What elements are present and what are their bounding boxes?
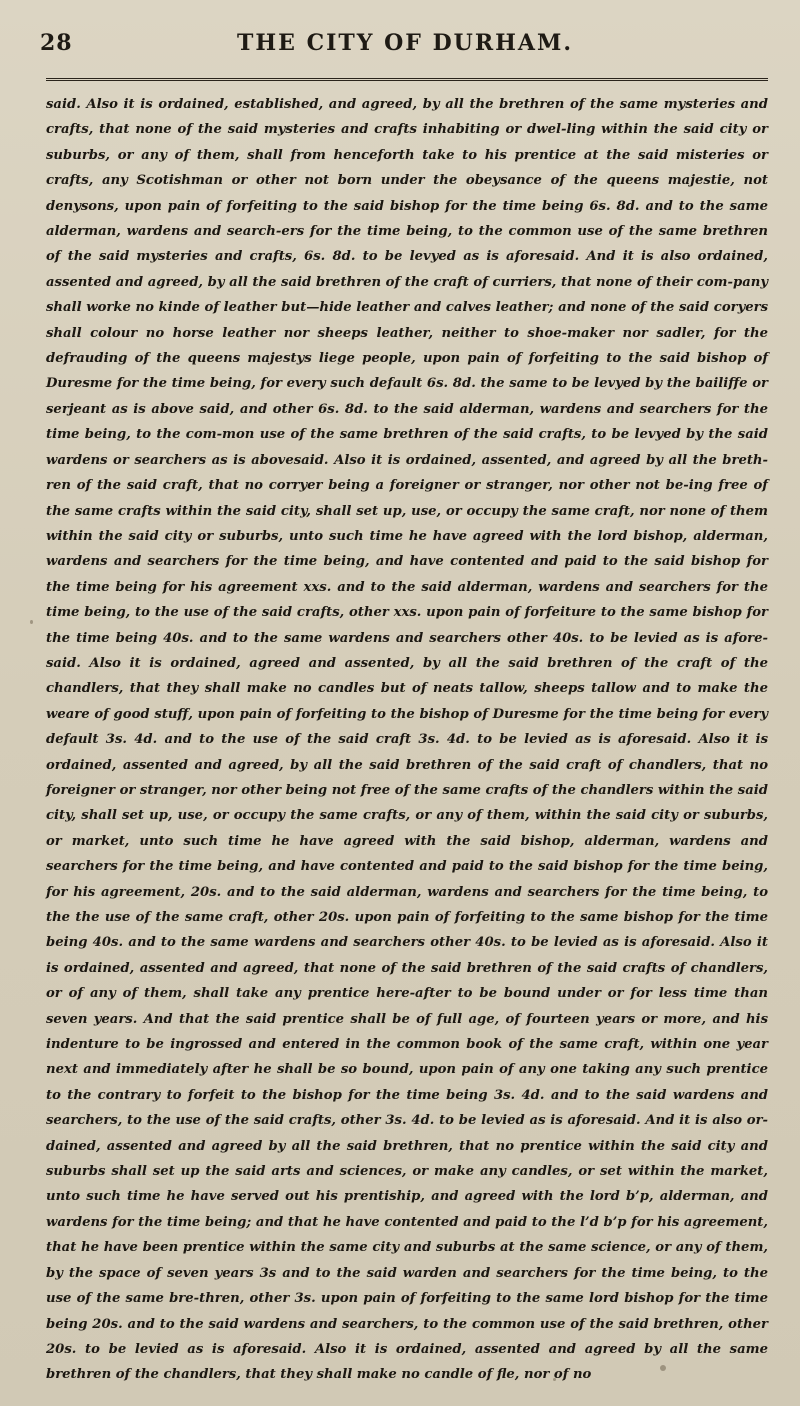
paragraph: said. Also it is ordained, established, and agreed, by all the brethren of the same mysteries and crafts, that none of the said mysteries and crafts inhabiting or dwel-ling within the said city or suburbs, or any of them, shall from henceforth take to his prentice at the said misteries or crafts, any Scotishman or other not born under the obeysance of the queens majestie, not denysons, upon pain of forfeiting to the said bishop for the time being 6s. 8d. and to the same alderman, wardens and search-ers for the time being, to the common use of the same brethren of the said mysteries and crafts, 6s. 8d. to be levyed as is aforesaid. And it is also ordained, assented and agreed, by all the said brethren of the craft of curriers, that none of their com-pany shall worke no kinde of leather but—hide leather and calves leather; and none of the said coryers shall colour no horse leather nor sheeps leather, neither to shoe-maker nor sadler, for the defrauding of the queens majestys liege people, upon pain of forfeiting to the said bishop of Duresme for the time being, for every such default 6s. 8d. the same to be levyed by the bailiffe or serjeant as is above said, and other 6s. 8d. to the said alderman, wardens and searchers for the time being, to the com-mon use of the same brethren of the said crafts, to be levyed by the said wardens or searchers as is abovesaid. Also it is ordained, assented, and agreed by all the breth-ren of the said craft, that no corryer being a foreigner or stranger, nor other not be-ing free of the same crafts within the said city, shall set up, use, or occupy the same craft, nor none of them within the said city or suburbs, unto such time he have agreed with the lord bishop, alderman, wardens and searchers for the time being, and have contented and paid to the said bishop for the time being for his agreement xxs. and to the said alderman, wardens and searchers for the time being, to the use of the said crafts, other xxs. upon pain of forfeiture to the same bishop for the time being 40s. and to the same wardens and searchers other 40s. to be levied as is afore-said. Also it is ordained, agreed and assented, by all the said brethren of the craft of the chandlers, that they shall make no candles but of neats tallow, sheeps tallow and to make the weare of good stuff, upon pain of forfeiting to the bishop of Duresme for the time being for every default 3s. 4d. and to the use of the said craft 3s. 4d. to be levied as is aforesaid. Also it is ordained, assented and agreed, by all the said brethren of the said craft of chandlers, that no foreigner or stranger, nor other being not free of the same crafts of the chandlers within the said city, shall set up, use, or occupy the same crafts, or any of them, within the said city or suburbs, or market, unto such time he have agreed with the said bishop, alderman, wardens and searchers for the time being, and have contented and paid to the said bishop for the time being, for his agreement, 20s. and to the said alderman, wardens and searchers for the time being, to the the use of the same craft, other 20s. upon pain of forfeiting to the same bishop for the time being 40s. and to the same wardens and searchers other 40s. to be levied as is aforesaid. Also it is ordained, assented and agreed, that none of the said brethren of the said crafts of chandlers, or of any of them, shall take any prentice here-after to be bound under or for less time than seven years. And that the said prentice shall be of full age, of fourteen years or more, and his indenture to be ingrossed and entered in the common book of the same craft, within one year next and immediately after he shall be so bound, upon pain of any one taking any such prentice to the contrary to forfeit to the bishop for the time being 3s. 4d. and to the said wardens and searchers, to the use of the said crafts, other 3s. 4d. to be levied as is aforesaid. And it is also or-dained, assented and agreed by all the said brethren, that no prentice within the said city and suburbs shall set up the said arts and sciences, or make any candles, or set within the market, unto such time he have served out his prentiship, and agreed with the lord b’p, alderman, and wardens for the time being; and that he have contented and paid to the l’d b’p for his agreement, that he have been prentice within the same city and suburbs at the same science, or any of them, by the space of seven years 3s and to the said warden and searchers for the time being, to the use of the same bre-thren, other 3s. upon pain of forfeiting to the same lord bishop for the time being 20s. and to the said wardens and searchers, to the common use of the said brethren, other 20s. to be levied as is aforesaid. Also it is ordained, assented and agreed by all the same brethren of the chandlers, that they shall make no candle of fle, nor of no <box>46 97 768 1383</box>
header-rule <box>46 78 768 81</box>
page-header <box>40 30 770 66</box>
running-head: THE CITY OF DURHAM. <box>237 30 573 56</box>
body-text <box>46 92 768 1388</box>
page-number: 28 <box>40 30 73 56</box>
